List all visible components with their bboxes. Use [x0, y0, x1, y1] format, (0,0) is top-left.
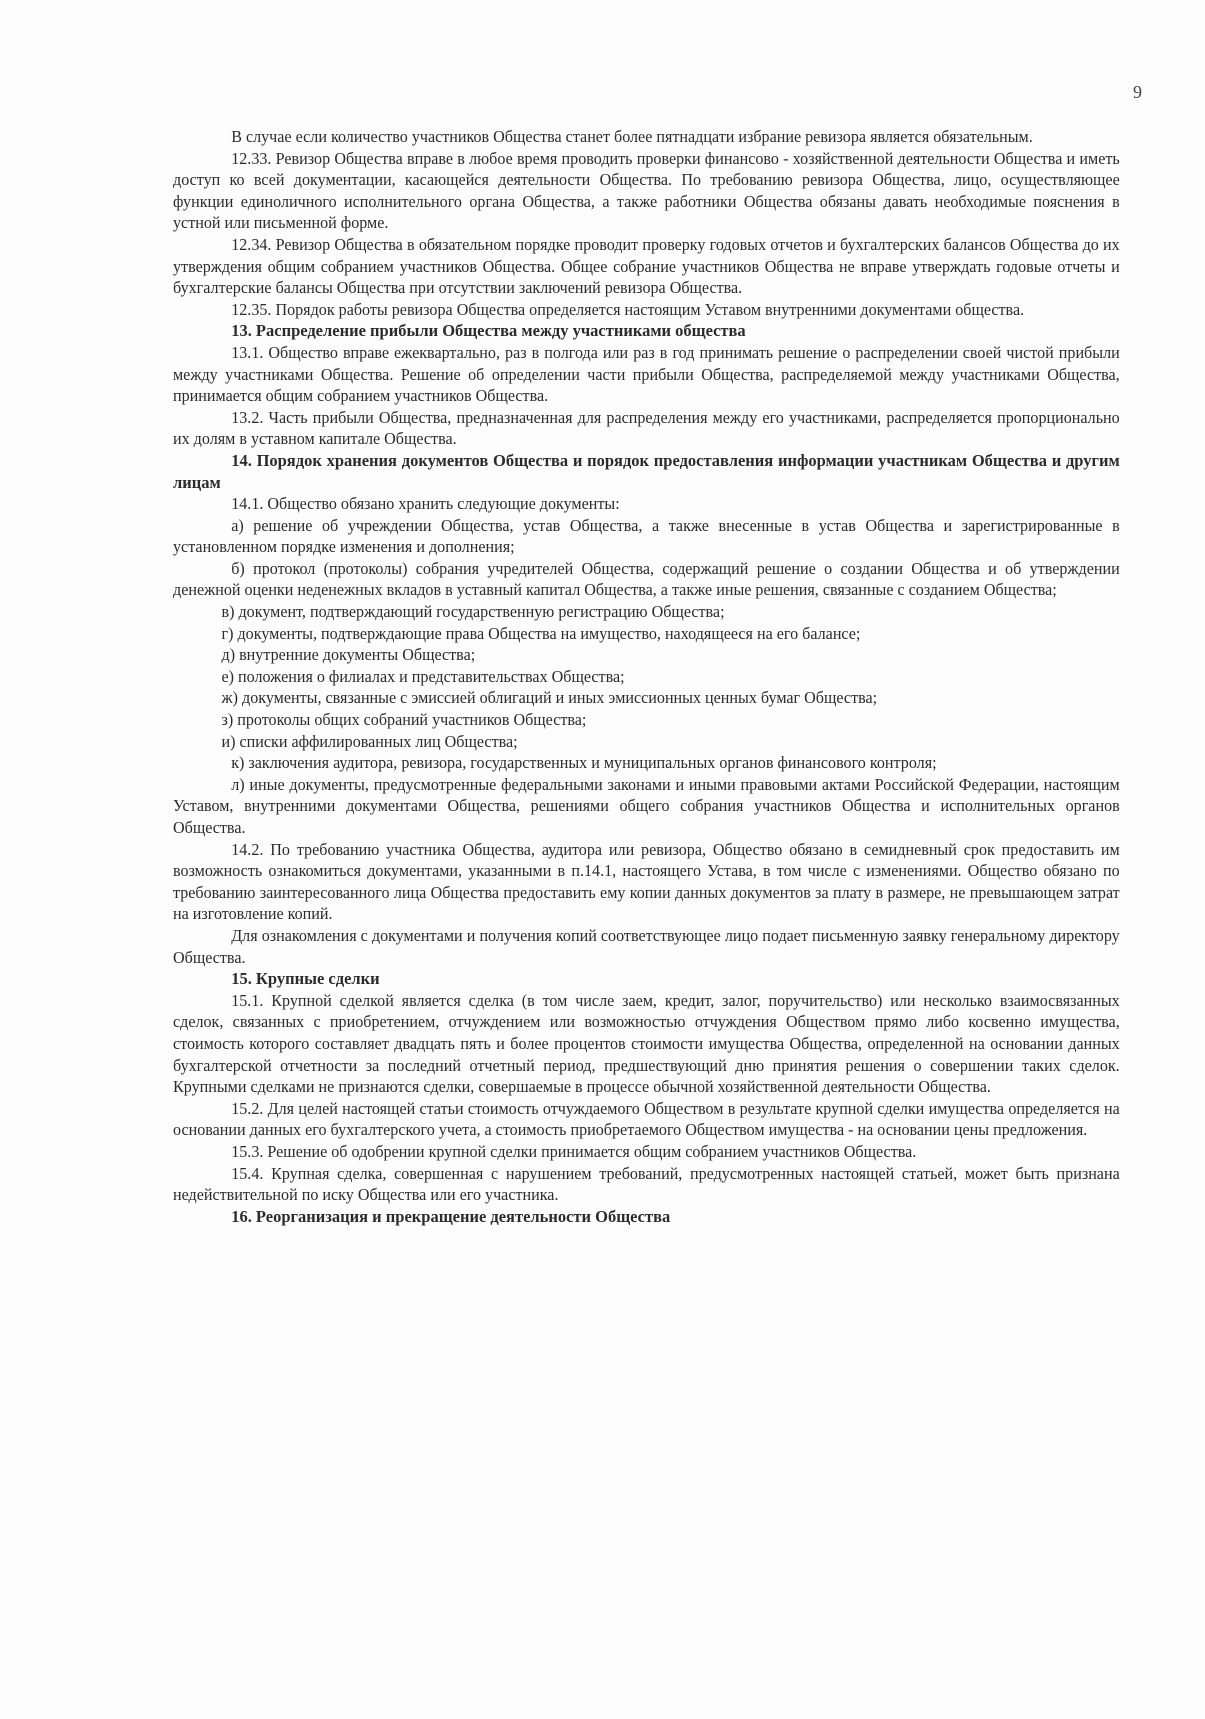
paragraph-12-34: 12.34. Ревизор Общества в обязательном порядке проводит проверку годовых отчетов и бухгалтерских балансов Общества до их утверждения общим собранием участников Общества. Общее собрание участников Общества не вправе утверждать годовые отчеты и бухгалтерские балансы Общества при отсутствии заключений ревизора Общества.: [173, 234, 1120, 298]
paragraph-14-2: 14.2. По требованию участника Общества, аудитора или ревизора, Общество обязано в семидневный срок предоставить им возможность ознакомиться документами, указанными в п.14.1, настоящего Устава, в том числе с изменениями. Общество обязано по требованию заинтересованного лица Общества предоставить ему копии данных документов за плату в размере, не превышающем затрат на изготовление копий.: [173, 839, 1120, 924]
paragraph-14-1: 14.1. Общество обязано хранить следующие документы:: [231, 494, 620, 514]
paragraph: В случае если количество участников Общества станет более пятнадцати избрание ревизора является обязательным.: [231, 127, 1033, 146]
list-item-g: г) документы, подтверждающие права Общества на имущество, находящееся на его балансе;: [221, 623, 861, 643]
paragraph-15-2: 15.2. Для целей настоящей статьи стоимость отчуждаемого Обществом в результате крупной сделки имущества определяется на основании данных его бухгалтерского учета, а стоимость приобретаемого Обществом имущества - на основании цены предложения.: [173, 1098, 1120, 1140]
paragraph-12-33: 12.33. Ревизор Общества вправе в любое время проводить проверки финансово - хозяйственной деятельности Общества и иметь доступ ко всей документации, касающейся деятельности Общества. По требованию ревизора Общества, лицо, осуществляющее функции единоличного исполнительного органа Общества, а также работники Общества обязаны давать необходимые пояснения в устной или письменной форме.: [173, 148, 1120, 233]
paragraph-15-3: 15.3. Решение об одобрении крупной сделки принимается общим собранием участников Общества.: [231, 1141, 917, 1161]
paragraph-13-1: 13.1. Общество вправе ежеквартально, раз в полгода или раз в год принимать решение о распределении своей чистой прибыли между участниками Общества. Решение об определении части прибыли Общества, распределяемой между участниками Общества, принимается общим собранием участников Общества.: [173, 342, 1120, 406]
list-item-l: л) иные документы, предусмотренные федеральными законами и иными правовыми актами Российской Федерации, настоящим Уставом, внутренними документами Общества, решениями общего собрания участников Общества и исполнительных органов Общества.: [173, 774, 1120, 837]
section-heading-13: 13. Распределение прибыли Общества между участниками общества: [231, 321, 746, 341]
section-heading-15: 15. Крупные сделки: [231, 969, 380, 989]
paragraph-13-2: 13.2. Часть прибыли Общества, предназначенная для распределения между его участниками, распределяется пропорционально их долям в уставном капитале Общества.: [173, 407, 1120, 449]
list-item-d: д) внутренние документы Общества;: [221, 645, 476, 665]
list-item-e: е) положения о филиалах и представительствах Общества;: [221, 666, 625, 686]
section-heading-14: 14. Порядок хранения документов Общества и порядок предоставления информации участникам Общества и другим лицам: [173, 450, 1120, 492]
list-item-zh: ж) документы, связанные с эмиссией облигаций и иных эмиссионных ценных бумаг Общества;: [221, 688, 878, 708]
list-item-i: и) списки аффилированных лиц Общества;: [221, 731, 518, 751]
section-heading-16: 16. Реорганизация и прекращение деятельности Общества: [231, 1206, 671, 1226]
document-body: [173, 126, 1120, 1227]
list-item-v: в) документ, подтверждающий государственную регистрацию Общества;: [221, 602, 725, 622]
list-item-a: а) решение об учреждении Общества, устав Общества, а также внесенные в устав Общества и зарегистрированные в установленном порядке изменения и дополнения;: [173, 515, 1120, 557]
list-item-k: к) заключения аудитора, ревизора, государственных и муниципальных органов финансового контроля;: [231, 753, 937, 773]
paragraph-12-35: 12.35. Порядок работы ревизора Общества определяется настоящим Уставом внутренними документами общества.: [231, 299, 1025, 319]
list-item-z: з) протоколы общих собраний участников Общества;: [221, 710, 587, 730]
paragraph-15-4: 15.4. Крупная сделка, совершенная с нарушением требований, предусмотренных настоящей статьей, может быть признана недействительной по иску Общества или его участника.: [173, 1163, 1120, 1205]
paragraph: Для ознакомления с документами и получения копий соответствующее лицо подает письменную заявку генеральному директору Общества.: [173, 925, 1120, 967]
list-item-b: б) протокол (протоколы) собрания учредителей Общества, содержащий решение о создании Общества и об утверждении денежной оценки неденежных вкладов в уставный капитал Общества, а также иные решения, связанные с созданием Общества;: [173, 558, 1120, 600]
page-number: 9: [1133, 82, 1142, 102]
paragraph-15-1: 15.1. Крупной сделкой является сделка (в том числе заем, кредит, залог, поручительство) или несколько взаимосвязанных сделок, связанных с приобретением, отчуждением или возможностью отчуждения Обществом прямо либо косвенно имущества, стоимость которого составляет двадцать пять и более процентов стоимости имущества Общества, определенной на основании данных бухгалтерской отчетности за последний отчетный период, предшествующий дню принятия решения о совершении таких сделок. Крупными сделками не признаются сделки, совершаемые в процессе обычной хозяйственной деятельности Общества.: [173, 990, 1120, 1097]
